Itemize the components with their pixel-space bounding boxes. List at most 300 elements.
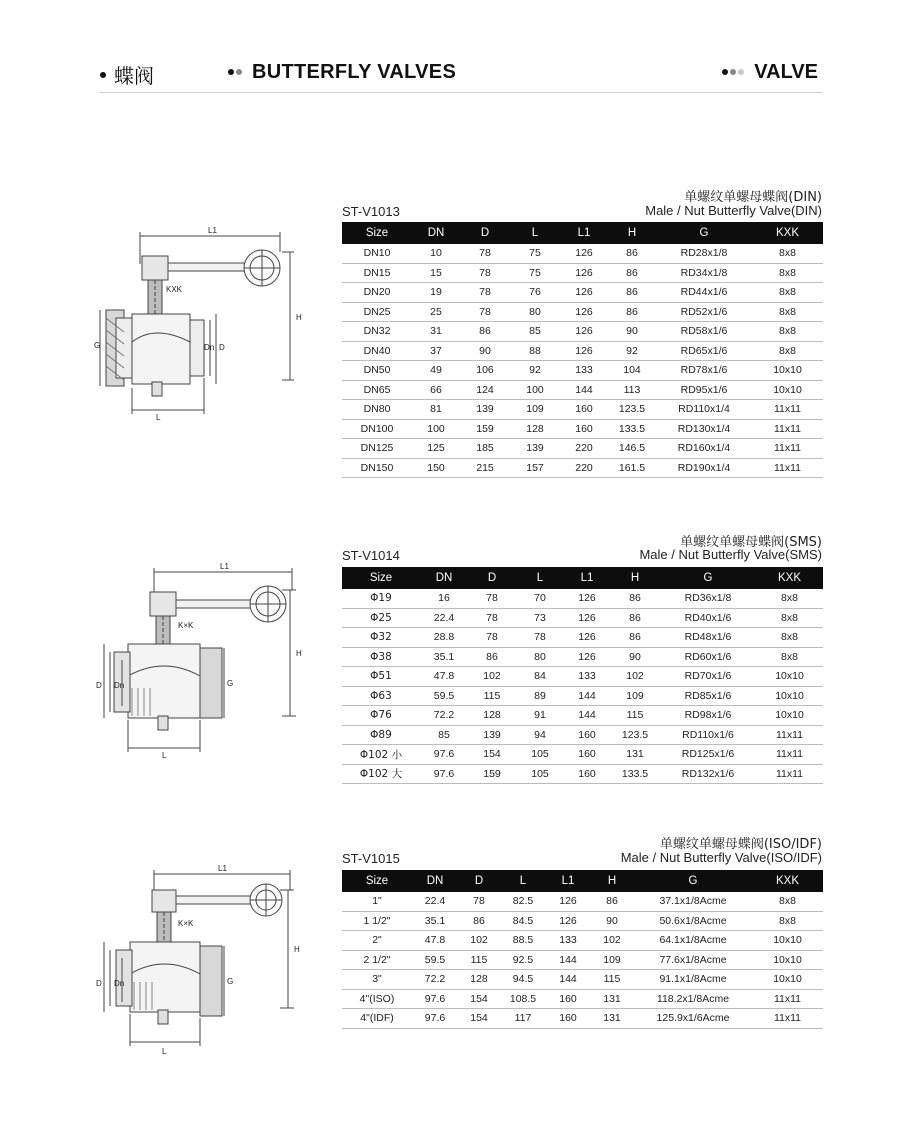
product-title-cn: 单螺纹单螺母蝶阀(SMS) bbox=[680, 535, 822, 550]
table-row bbox=[342, 706, 823, 726]
drawing-label-g: G bbox=[227, 977, 234, 986]
drawing-label-kxk: K×K bbox=[178, 919, 194, 928]
product-title-cn: 单螺纹单螺母蝶阀(ISO/IDF) bbox=[659, 837, 822, 852]
cell: 66 bbox=[412, 380, 460, 400]
cell: 78 bbox=[468, 608, 516, 628]
cell: DN100 bbox=[342, 419, 412, 439]
table-row bbox=[342, 263, 823, 283]
cell: 8x8 bbox=[752, 911, 823, 931]
cell: 86 bbox=[608, 302, 656, 322]
cell: 131 bbox=[610, 745, 660, 765]
drawing-label-l: L bbox=[162, 1047, 167, 1056]
drawing-label-l1: L1 bbox=[208, 226, 217, 235]
cell: 100 bbox=[412, 419, 460, 439]
col-header: G bbox=[656, 222, 752, 244]
table-row bbox=[342, 745, 823, 765]
header-middle-label: BUTTERFLY VALVES bbox=[252, 61, 457, 83]
cell: 64.1x1/8Acme bbox=[634, 931, 752, 951]
cell: 59.5 bbox=[420, 686, 468, 706]
cell: 126 bbox=[564, 628, 610, 648]
product-title-en: Male / Nut Butterfly Valve(ISO/IDF) bbox=[620, 850, 822, 865]
table-header-row bbox=[342, 222, 823, 244]
cell: 4"(ISO) bbox=[342, 989, 412, 1009]
page-header bbox=[100, 56, 822, 93]
col-header: G bbox=[634, 870, 752, 892]
header-left bbox=[100, 60, 154, 89]
cell: 106 bbox=[460, 361, 510, 381]
cell: 22.4 bbox=[412, 892, 458, 911]
cell: RD60x1/6 bbox=[660, 647, 756, 667]
cell: 215 bbox=[460, 458, 510, 478]
table-row bbox=[342, 608, 823, 628]
cell: 50.6x1/8Acme bbox=[634, 911, 752, 931]
cell: 84 bbox=[516, 667, 564, 687]
col-header: Size bbox=[342, 870, 412, 892]
table-row bbox=[342, 911, 823, 931]
col-header: H bbox=[590, 870, 634, 892]
col-header: D bbox=[468, 567, 516, 589]
table-row bbox=[342, 950, 823, 970]
cell: 86 bbox=[608, 263, 656, 283]
cell: 8x8 bbox=[752, 892, 823, 911]
cell: 10x10 bbox=[752, 380, 823, 400]
cell: 8x8 bbox=[752, 302, 823, 322]
cell: 10x10 bbox=[752, 970, 823, 990]
cell: 102 bbox=[590, 931, 634, 951]
cell: 11x11 bbox=[752, 989, 823, 1009]
cell: 109 bbox=[510, 400, 560, 420]
cell: 37 bbox=[412, 341, 460, 361]
cell: 90 bbox=[590, 911, 634, 931]
cell: 86 bbox=[608, 244, 656, 263]
cell: 154 bbox=[458, 989, 500, 1009]
cell: 94.5 bbox=[500, 970, 546, 990]
cell: RD110x1/6 bbox=[660, 725, 756, 745]
cell: DN40 bbox=[342, 341, 412, 361]
valve-drawing bbox=[92, 222, 314, 422]
drawing-label-dn: Dn bbox=[114, 979, 125, 988]
cell: RD65x1/6 bbox=[656, 341, 752, 361]
cell: 159 bbox=[460, 419, 510, 439]
cell: 97.6 bbox=[412, 989, 458, 1009]
cell: 19 bbox=[412, 283, 460, 303]
cell: 118.2x1/8Acme bbox=[634, 989, 752, 1009]
cell: 11x11 bbox=[752, 419, 823, 439]
table-row bbox=[342, 439, 823, 459]
cell: Φ102 大 bbox=[342, 764, 420, 784]
cell: DN32 bbox=[342, 322, 412, 342]
cell: 47.8 bbox=[412, 931, 458, 951]
cell: RD34x1/8 bbox=[656, 263, 752, 283]
col-header: KXK bbox=[752, 222, 823, 244]
cell: 4"(IDF) bbox=[342, 1009, 412, 1029]
table-row bbox=[342, 989, 823, 1009]
cell: 115 bbox=[468, 686, 516, 706]
cell: RD110x1/4 bbox=[656, 400, 752, 420]
table-row bbox=[342, 322, 823, 342]
cell: 160 bbox=[560, 419, 608, 439]
cell: 72.2 bbox=[420, 706, 468, 726]
cell: 157 bbox=[510, 458, 560, 478]
cell: 160 bbox=[546, 989, 590, 1009]
cell: 126 bbox=[560, 302, 608, 322]
cell: 78 bbox=[458, 892, 500, 911]
cell: 128 bbox=[458, 970, 500, 990]
cell: 144 bbox=[546, 950, 590, 970]
cell: Φ102 小 bbox=[342, 745, 420, 765]
table-row bbox=[342, 361, 823, 381]
cell: 131 bbox=[590, 1009, 634, 1029]
cell: 126 bbox=[560, 322, 608, 342]
cell: 8x8 bbox=[752, 263, 823, 283]
cell: 11x11 bbox=[752, 400, 823, 420]
cell: 92 bbox=[510, 361, 560, 381]
cell: 108.5 bbox=[500, 989, 546, 1009]
col-header: L1 bbox=[546, 870, 590, 892]
cell: 92.5 bbox=[500, 950, 546, 970]
drawing-label-l1: L1 bbox=[218, 864, 227, 873]
product-title-cn: 单螺纹单螺母蝶阀(DIN) bbox=[684, 190, 822, 205]
table-header-row bbox=[342, 870, 823, 892]
spec-table bbox=[342, 870, 823, 1029]
header-middle bbox=[228, 61, 456, 84]
cell: 25 bbox=[412, 302, 460, 322]
cell: 113 bbox=[608, 380, 656, 400]
cell: 11x11 bbox=[752, 1009, 823, 1029]
cell: 78 bbox=[516, 628, 564, 648]
cell: 59.5 bbox=[412, 950, 458, 970]
cell: RD48x1/6 bbox=[660, 628, 756, 648]
col-header: L bbox=[516, 567, 564, 589]
cell: 1 1/2" bbox=[342, 911, 412, 931]
cell: 35.1 bbox=[412, 911, 458, 931]
cell: 161.5 bbox=[608, 458, 656, 478]
cell: 86 bbox=[458, 911, 500, 931]
cell: 10 bbox=[412, 244, 460, 263]
table-row bbox=[342, 400, 823, 420]
table-row bbox=[342, 764, 823, 784]
cell: 139 bbox=[510, 439, 560, 459]
table-row bbox=[342, 380, 823, 400]
cell: 133 bbox=[564, 667, 610, 687]
spec-table bbox=[342, 222, 823, 478]
cell: 75 bbox=[510, 244, 560, 263]
cell: 1" bbox=[342, 892, 412, 911]
cell: 126 bbox=[560, 283, 608, 303]
cell: 97.6 bbox=[412, 1009, 458, 1029]
header-right-label: VALVE bbox=[754, 61, 818, 83]
cell: 92 bbox=[608, 341, 656, 361]
cell: 81 bbox=[412, 400, 460, 420]
cell: RD44x1/6 bbox=[656, 283, 752, 303]
cell: 126 bbox=[564, 608, 610, 628]
cell: 8x8 bbox=[756, 589, 823, 608]
cell: Φ19 bbox=[342, 589, 420, 608]
cell: 150 bbox=[412, 458, 460, 478]
col-header: Size bbox=[342, 222, 412, 244]
table-row bbox=[342, 628, 823, 648]
cell: RD36x1/8 bbox=[660, 589, 756, 608]
cell: 10x10 bbox=[752, 361, 823, 381]
cell: 49 bbox=[412, 361, 460, 381]
cell: 11x11 bbox=[756, 745, 823, 765]
cell: RD125x1/6 bbox=[660, 745, 756, 765]
cell: 126 bbox=[564, 589, 610, 608]
cell: 76 bbox=[510, 283, 560, 303]
cell: Φ51 bbox=[342, 667, 420, 687]
cell: 97.6 bbox=[420, 745, 468, 765]
cell: 77.6x1/8Acme bbox=[634, 950, 752, 970]
table-row bbox=[342, 419, 823, 439]
cell: 220 bbox=[560, 439, 608, 459]
cell: 2" bbox=[342, 931, 412, 951]
cell: 126 bbox=[560, 263, 608, 283]
table-row bbox=[342, 302, 823, 322]
cell: 125 bbox=[412, 439, 460, 459]
cell: Φ38 bbox=[342, 647, 420, 667]
cell: 8x8 bbox=[756, 647, 823, 667]
col-header: DN bbox=[412, 222, 460, 244]
cell: 8x8 bbox=[752, 283, 823, 303]
drawing-label-h: H bbox=[296, 649, 302, 658]
cell: 126 bbox=[546, 892, 590, 911]
cell: 10x10 bbox=[756, 706, 823, 726]
cell: 94 bbox=[516, 725, 564, 745]
cell: 128 bbox=[468, 706, 516, 726]
col-header: H bbox=[610, 567, 660, 589]
cell: 35.1 bbox=[420, 647, 468, 667]
cell: RD95x1/6 bbox=[656, 380, 752, 400]
col-header: L1 bbox=[564, 567, 610, 589]
cell: 105 bbox=[516, 745, 564, 765]
cell: RD132x1/6 bbox=[660, 764, 756, 784]
col-header: L bbox=[500, 870, 546, 892]
drawing-label-d: D bbox=[96, 681, 102, 690]
col-header: G bbox=[660, 567, 756, 589]
cell: RD78x1/6 bbox=[656, 361, 752, 381]
cell: 91.1x1/8Acme bbox=[634, 970, 752, 990]
cell: 160 bbox=[564, 725, 610, 745]
cell: DN10 bbox=[342, 244, 412, 263]
drawing-label-g: G bbox=[227, 679, 234, 688]
cell: RD130x1/4 bbox=[656, 419, 752, 439]
cell: 133.5 bbox=[608, 419, 656, 439]
cell: RD70x1/6 bbox=[660, 667, 756, 687]
cell: 115 bbox=[458, 950, 500, 970]
cell: 86 bbox=[610, 608, 660, 628]
cell: 78 bbox=[468, 628, 516, 648]
drawing-label-h: H bbox=[294, 945, 300, 954]
cell: RD98x1/6 bbox=[660, 706, 756, 726]
cell: 84.5 bbox=[500, 911, 546, 931]
spec-table bbox=[342, 567, 823, 784]
cell: Φ25 bbox=[342, 608, 420, 628]
cell: 11x11 bbox=[756, 764, 823, 784]
drawing-label-l: L bbox=[162, 751, 167, 760]
cell: RD160x1/4 bbox=[656, 439, 752, 459]
cell: 89 bbox=[516, 686, 564, 706]
cell: DN15 bbox=[342, 263, 412, 283]
col-header: L bbox=[510, 222, 560, 244]
table-row bbox=[342, 283, 823, 303]
cell: 31 bbox=[412, 322, 460, 342]
cell: 86 bbox=[610, 628, 660, 648]
col-header: Size bbox=[342, 567, 420, 589]
cell: 90 bbox=[608, 322, 656, 342]
cell: 85 bbox=[420, 725, 468, 745]
cell: 78 bbox=[460, 244, 510, 263]
cell: 80 bbox=[510, 302, 560, 322]
cell: RD28x1/8 bbox=[656, 244, 752, 263]
cell: RD190x1/4 bbox=[656, 458, 752, 478]
table-header-row bbox=[342, 567, 823, 589]
cell: 109 bbox=[590, 950, 634, 970]
table-row bbox=[342, 970, 823, 990]
cell: 154 bbox=[468, 745, 516, 765]
table-row bbox=[342, 458, 823, 478]
drawing-label-kxk: KXK bbox=[166, 285, 183, 294]
cell: 97.6 bbox=[420, 764, 468, 784]
cell: 3" bbox=[342, 970, 412, 990]
cell: 73 bbox=[516, 608, 564, 628]
cell: 88 bbox=[510, 341, 560, 361]
cell: 8x8 bbox=[756, 628, 823, 648]
cell: 82.5 bbox=[500, 892, 546, 911]
cell: 72.2 bbox=[412, 970, 458, 990]
cell: 185 bbox=[460, 439, 510, 459]
cell: 8x8 bbox=[756, 608, 823, 628]
table-row bbox=[342, 725, 823, 745]
cell: 125.9x1/6Acme bbox=[634, 1009, 752, 1029]
cell: 47.8 bbox=[420, 667, 468, 687]
col-header: DN bbox=[420, 567, 468, 589]
cell: 139 bbox=[468, 725, 516, 745]
table-row bbox=[342, 647, 823, 667]
cell: 88.5 bbox=[500, 931, 546, 951]
cell: 75 bbox=[510, 263, 560, 283]
cell: 124 bbox=[460, 380, 510, 400]
cell: 133 bbox=[546, 931, 590, 951]
product-title-en: Male / Nut Butterfly Valve(DIN) bbox=[645, 203, 822, 218]
cell: 104 bbox=[608, 361, 656, 381]
cell: 102 bbox=[468, 667, 516, 687]
cell: 80 bbox=[516, 647, 564, 667]
cell: 144 bbox=[560, 380, 608, 400]
col-header: D bbox=[460, 222, 510, 244]
cell: 8x8 bbox=[752, 244, 823, 263]
cell: 11x11 bbox=[756, 725, 823, 745]
cell: 11x11 bbox=[752, 458, 823, 478]
cell: 126 bbox=[564, 647, 610, 667]
cell: 115 bbox=[590, 970, 634, 990]
cell: Φ76 bbox=[342, 706, 420, 726]
cell: 102 bbox=[458, 931, 500, 951]
cell: 15 bbox=[412, 263, 460, 283]
cell: DN125 bbox=[342, 439, 412, 459]
cell: 85 bbox=[510, 322, 560, 342]
cell: Φ32 bbox=[342, 628, 420, 648]
col-header: KXK bbox=[752, 870, 823, 892]
cell: 11x11 bbox=[752, 439, 823, 459]
cell: 115 bbox=[610, 706, 660, 726]
cell: 86 bbox=[590, 892, 634, 911]
cell: 90 bbox=[460, 341, 510, 361]
cell: Φ89 bbox=[342, 725, 420, 745]
table-row bbox=[342, 244, 823, 263]
cell: 8x8 bbox=[752, 341, 823, 361]
cell: 117 bbox=[500, 1009, 546, 1029]
cell: DN65 bbox=[342, 380, 412, 400]
cell: 133.5 bbox=[610, 764, 660, 784]
cell: 109 bbox=[610, 686, 660, 706]
cell: 86 bbox=[608, 283, 656, 303]
cell: 86 bbox=[610, 589, 660, 608]
cell: 144 bbox=[564, 706, 610, 726]
col-header: KXK bbox=[756, 567, 823, 589]
header-right bbox=[722, 61, 818, 84]
cell: 100 bbox=[510, 380, 560, 400]
cell: 128 bbox=[510, 419, 560, 439]
cell: 16 bbox=[420, 589, 468, 608]
valve-drawing bbox=[84, 862, 314, 1062]
table-row bbox=[342, 667, 823, 687]
cell: 78 bbox=[460, 302, 510, 322]
two-dots-icon bbox=[228, 58, 244, 81]
cell: 37.1x1/8Acme bbox=[634, 892, 752, 911]
cell: DN25 bbox=[342, 302, 412, 322]
cell: 160 bbox=[564, 764, 610, 784]
table-row bbox=[342, 892, 823, 911]
drawing-label-d: D bbox=[96, 979, 102, 988]
cell: 160 bbox=[564, 745, 610, 765]
cell: 10x10 bbox=[752, 931, 823, 951]
cell: 10x10 bbox=[752, 950, 823, 970]
cell: 220 bbox=[560, 458, 608, 478]
col-header: H bbox=[608, 222, 656, 244]
cell: RD85x1/6 bbox=[660, 686, 756, 706]
cell: 123.5 bbox=[610, 725, 660, 745]
cell: 144 bbox=[564, 686, 610, 706]
drawing-label-g: G bbox=[94, 341, 101, 350]
cell: 78 bbox=[460, 263, 510, 283]
bullet-icon bbox=[100, 72, 106, 78]
cell: DN150 bbox=[342, 458, 412, 478]
drawing-label-h: H bbox=[296, 313, 302, 322]
cell: 70 bbox=[516, 589, 564, 608]
table-row bbox=[342, 341, 823, 361]
cell: 159 bbox=[468, 764, 516, 784]
table-row bbox=[342, 1009, 823, 1029]
cell: 139 bbox=[460, 400, 510, 420]
col-header: D bbox=[458, 870, 500, 892]
drawing-label-kxk: K×K bbox=[178, 621, 194, 630]
cell: RD52x1/6 bbox=[656, 302, 752, 322]
cell: 160 bbox=[560, 400, 608, 420]
product-title-en: Male / Nut Butterfly Valve(SMS) bbox=[639, 547, 822, 562]
cell: 126 bbox=[546, 911, 590, 931]
cell: 2 1/2" bbox=[342, 950, 412, 970]
cell: 78 bbox=[460, 283, 510, 303]
drawing-label-l: L bbox=[156, 413, 161, 422]
drawing-label-l1: L1 bbox=[220, 562, 229, 571]
cell: DN20 bbox=[342, 283, 412, 303]
cell: 8x8 bbox=[752, 322, 823, 342]
product-model: ST-V1013 bbox=[342, 204, 400, 219]
cell: RD58x1/6 bbox=[656, 322, 752, 342]
cell: 133 bbox=[560, 361, 608, 381]
cell: 105 bbox=[516, 764, 564, 784]
cell: 146.5 bbox=[608, 439, 656, 459]
